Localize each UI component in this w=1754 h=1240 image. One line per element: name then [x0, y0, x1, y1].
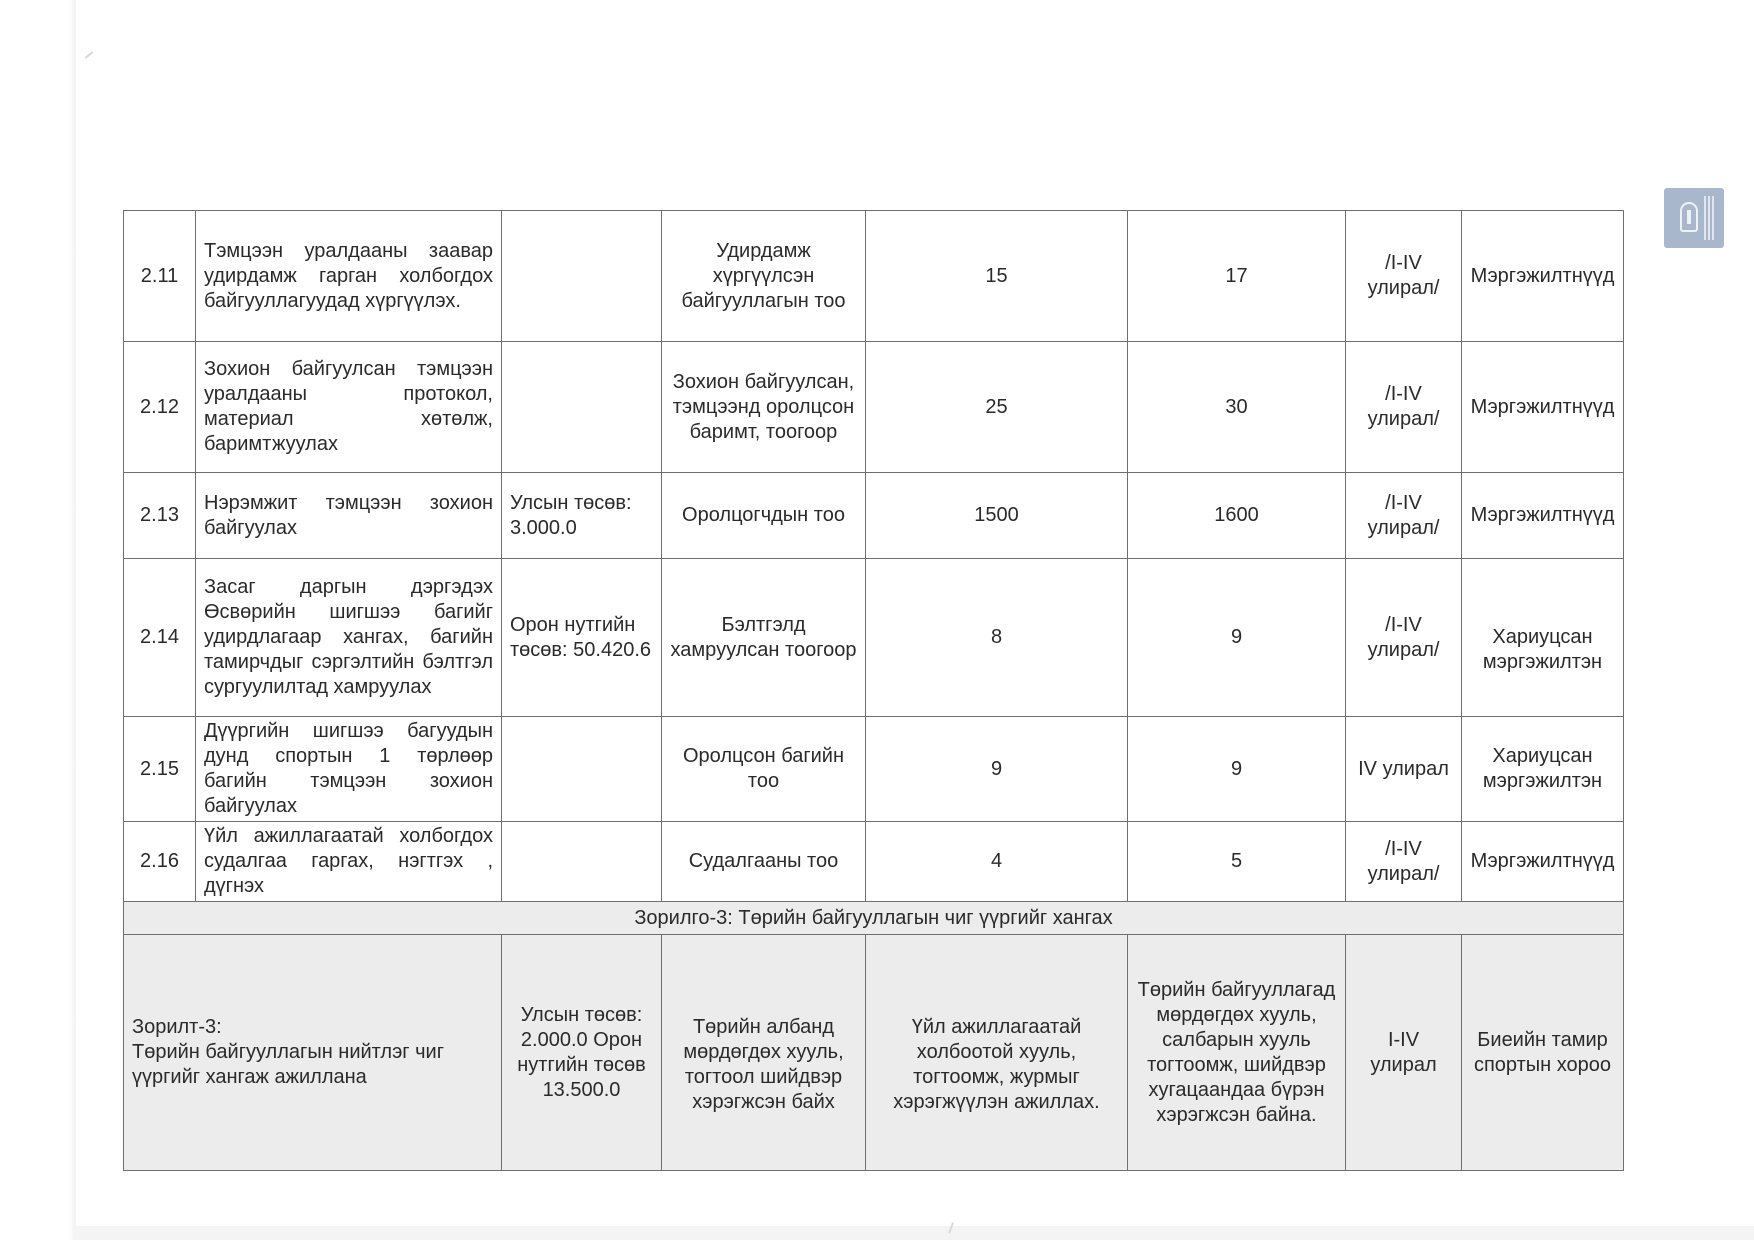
table-row [124, 342, 1624, 473]
activity-cell: Засаг даргын дэргэдэх Өсвөрийн шигшээ багийг удирдлагаар хангах, багийн тамирчдыг сэргэлтийн бэлтгэл сургуулилтад хамруулах [196, 559, 502, 717]
goal-budget-cell: Улсын төсөв: 2.000.0 Орон нутгийн төсөв 13.500.0 [502, 935, 662, 1171]
table-row [124, 717, 1624, 822]
budget-cell: Орон нутгийн төсөв: 50.420.6 [502, 559, 662, 717]
plan-table [123, 210, 1624, 1171]
responsible-cell: Хариуцсан мэргэжилтэн [1462, 559, 1624, 717]
period-cell: /I-IV улирал/ [1346, 559, 1462, 717]
period-cell: /I-IV улирал/ [1346, 342, 1462, 473]
target-cell: 1600 [1128, 473, 1346, 559]
goal-result-cell: Төрийн байгууллагад мөрдөгдөх хууль, салбарын хууль тогтоомж, шийдвэр хугацаандаа бүрэн хэрэгжсэн байна. [1128, 935, 1346, 1171]
target-cell: 9 [1128, 717, 1346, 822]
government-emblem-stamp [1664, 188, 1724, 248]
budget-cell [502, 211, 662, 342]
period-cell: /I-IV улирал/ [1346, 473, 1462, 559]
goal-indicator-cell: Төрийн албанд мөрдөгдөх хууль, тогтоол шийдвэр хэрэгжсэн байх [662, 935, 866, 1171]
budget-cell [502, 822, 662, 902]
indicator-cell: Удирдамж хүргүүлсэн байгууллагын тоо [662, 211, 866, 342]
section-header-row [124, 902, 1624, 935]
row-number: 2.13 [124, 473, 196, 559]
goal-row [124, 935, 1624, 1171]
baseline-cell: 1500 [866, 473, 1128, 559]
baseline-cell: 8 [866, 559, 1128, 717]
period-cell: IV улирал [1346, 717, 1462, 822]
table-row [124, 559, 1624, 717]
target-cell: 9 [1128, 559, 1346, 717]
soyombo-emblem-icon [1680, 202, 1698, 232]
row-number: 2.11 [124, 211, 196, 342]
responsible-cell: Мэргэжилтнүүд [1462, 211, 1624, 342]
responsible-cell: Мэргэжилтнүүд [1462, 822, 1624, 902]
baseline-cell: 4 [866, 822, 1128, 902]
baseline-cell: 15 [866, 211, 1128, 342]
table-row [124, 473, 1624, 559]
row-number: 2.14 [124, 559, 196, 717]
row-number: 2.15 [124, 717, 196, 822]
target-cell: 30 [1128, 342, 1346, 473]
indicator-cell: Зохион байгуулсан, тэмцээнд оролцсон баримт, тоогоор [662, 342, 866, 473]
responsible-cell: Хариуцсан мэргэжилтэн [1462, 717, 1624, 822]
scan-bottom-edge [76, 1226, 1754, 1240]
activity-cell: Дүүргийн шигшээ багуудын дунд спортын 1 төрлөөр багийн тэмцээн зохион байгуулах [196, 717, 502, 822]
section-title: Зорилго-3: Төрийн байгууллагын чиг үүргийг хангах [124, 902, 1624, 935]
responsible-cell: Мэргэжилтнүүд [1462, 473, 1624, 559]
baseline-cell: 25 [866, 342, 1128, 473]
indicator-cell: Оролцогчдын тоо [662, 473, 866, 559]
goal-action-cell: Үйл ажиллагаатай холбоотой хууль, тогтоомж, журмыг хэрэгжүүлэн ажиллах. [866, 935, 1128, 1171]
activity-cell: Зохион байгуулсан тэмцээн уралдааны протокол, материал хөтөлж, баримтжуулах [196, 342, 502, 473]
stamp-vertical-text-icon [1704, 196, 1716, 240]
goal-cell [124, 935, 502, 1171]
indicator-cell: Судалгааны тоо [662, 822, 866, 902]
goal-responsible-cell: Биеийн тамир спортын хороо [1462, 935, 1624, 1171]
goal-heading: Зорилт-3: [132, 1016, 222, 1038]
period-cell: /I-IV улирал/ [1346, 822, 1462, 902]
responsible-cell: Мэргэжилтнүүд [1462, 342, 1624, 473]
budget-cell [502, 717, 662, 822]
scan-left-edge [0, 0, 76, 1240]
activity-cell: Нэрэмжит тэмцээн зохион байгуулах [196, 473, 502, 559]
budget-cell [502, 342, 662, 473]
indicator-cell: Оролцсон багийн тоо [662, 717, 866, 822]
target-cell: 17 [1128, 211, 1346, 342]
row-number: 2.16 [124, 822, 196, 902]
period-cell: /I-IV улирал/ [1346, 211, 1462, 342]
baseline-cell: 9 [866, 717, 1128, 822]
activity-cell: Тэмцээн уралдааны заавар удирдамж гарган холбогдох байгууллагуудад хүргүүлэх. [196, 211, 502, 342]
row-number: 2.12 [124, 342, 196, 473]
goal-text: Төрийн байгууллагын нийтлэг чиг үүргийг хангаж ажиллана [132, 1041, 445, 1088]
activity-cell: Үйл ажиллагаатай холбогдох судалгаа гаргах, нэгтгэх , дүгнэх [196, 822, 502, 902]
target-cell: 5 [1128, 822, 1346, 902]
scan-smudge [85, 51, 94, 59]
budget-cell: Улсын төсөв: 3.000.0 [502, 473, 662, 559]
table-row [124, 822, 1624, 902]
indicator-cell: Бэлтгэлд хамруулсан тоогоор [662, 559, 866, 717]
goal-period-cell: I-IV улирал [1346, 935, 1462, 1171]
table-row [124, 211, 1624, 342]
